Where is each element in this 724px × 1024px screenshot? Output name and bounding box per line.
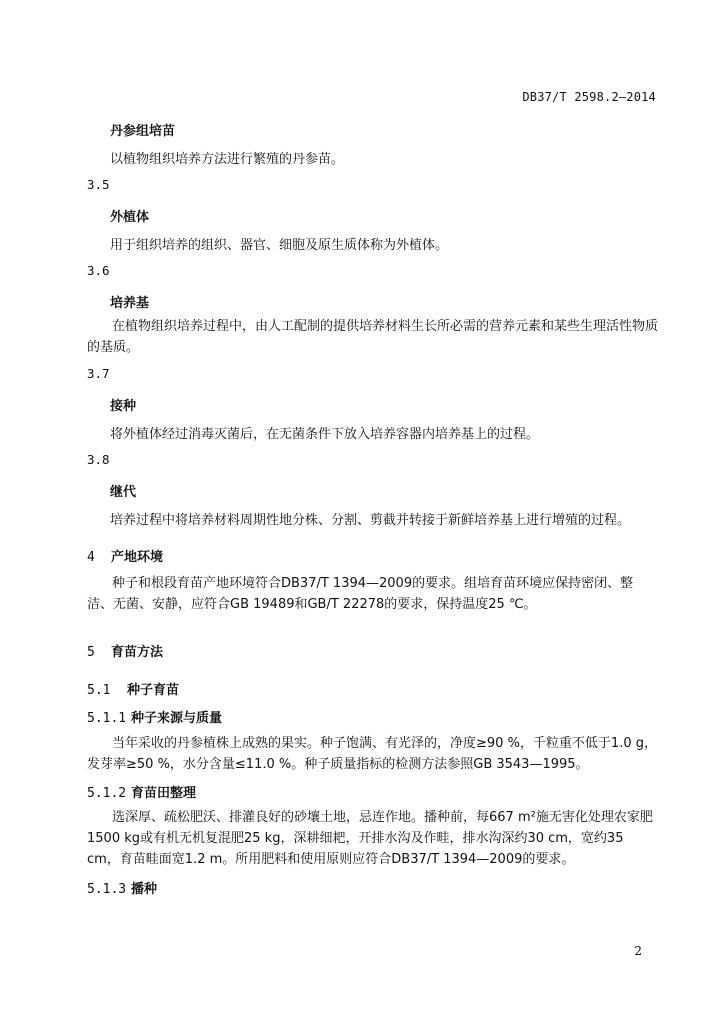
- document-id-header: DB37/T 2598.2—2014: [522, 90, 656, 104]
- section-number: 5: [87, 645, 95, 660]
- subsubsection-title: 种子来源与质量: [131, 711, 223, 726]
- term-title: 外植体: [110, 210, 150, 225]
- subsection-heading: [87, 679, 179, 698]
- term-definition: 培养过程中将培养材料周期性地分株、分割、剪截并转接于新鲜培养基上进行增殖的过程。: [110, 513, 631, 528]
- term-title: 培养基: [110, 296, 150, 311]
- subsection-number: 5.1: [87, 683, 111, 698]
- term-definition: 在植物组织培养过程中，由人工配制的提供培养材料生长所必需的营养元素和某些生理活性物质的基质。: [87, 319, 659, 355]
- section-paragraph: 当年采收的丹参植株上成熟的果实。种子饱满、有光泽的，净度≥90 %，千粒重不低于1.0 g，发芽率≥50 %，水分含量≤11.0 %。种子质量指标的检测方法参照GB 3543—1995。: [87, 736, 657, 772]
- term-number: 3.8: [87, 452, 110, 467]
- subsubsection-heading: [87, 707, 222, 726]
- term-definition: 以植物组织培养方法进行繁殖的丹参苗。: [110, 152, 345, 167]
- subsubsection-heading: [87, 878, 157, 897]
- subsubsection-heading: [87, 782, 196, 801]
- term-title: 继代: [110, 485, 137, 500]
- term-number: 3.6: [87, 263, 110, 278]
- section-title: 产地环境: [111, 550, 164, 565]
- term-definition: 将外植体经过消毒灭菌后，在无菌条件下放入培养容器内培养基上的过程。: [110, 427, 540, 442]
- section-title: 育苗方法: [111, 645, 164, 660]
- term-title: 接种: [110, 399, 137, 414]
- subsubsection-title: 育苗田整理: [131, 786, 197, 801]
- term-number: 3.5: [87, 177, 110, 192]
- term-definition: 用于组织培养的组织、器官、细胞及原生质体称为外植体。: [110, 238, 449, 253]
- subsubsection-number: 5.1.3: [87, 882, 127, 897]
- section-heading: [87, 641, 163, 660]
- subsubsection-number: 5.1.2: [87, 786, 127, 801]
- page-number: 2: [634, 944, 642, 958]
- subsection-title: 种子育苗: [127, 683, 180, 698]
- section-heading: [87, 546, 163, 565]
- term-title: 丹参组培苗: [110, 124, 176, 139]
- subsubsection-title: 播种: [131, 882, 158, 897]
- subsubsection-number: 5.1.1: [87, 711, 127, 726]
- term-number: 3.7: [87, 366, 110, 381]
- section-number: 4: [87, 550, 95, 565]
- section-paragraph: 种子和根段育苗产地环境符合DB37/T 1394—2009的要求。组培育苗环境应保持密闭、整洁、无菌、安静，应符合GB 19489和GB/T 22278的要求，保持温度25 ℃。: [87, 576, 634, 612]
- section-paragraph: 选深厚、疏松肥沃、排灌良好的砂壤土地，忌连作地。播种前，每667 m²施无害化处理农家肥1500 kg或有机无机复混肥25 kg，深耕细耙，开排水沟及作畦，排水沟深约30 cm，宽约35 cm，育苗畦面宽1.2 m。所用肥料和使用原则应符合DB37/T 1394—2009的要求。: [87, 810, 653, 867]
